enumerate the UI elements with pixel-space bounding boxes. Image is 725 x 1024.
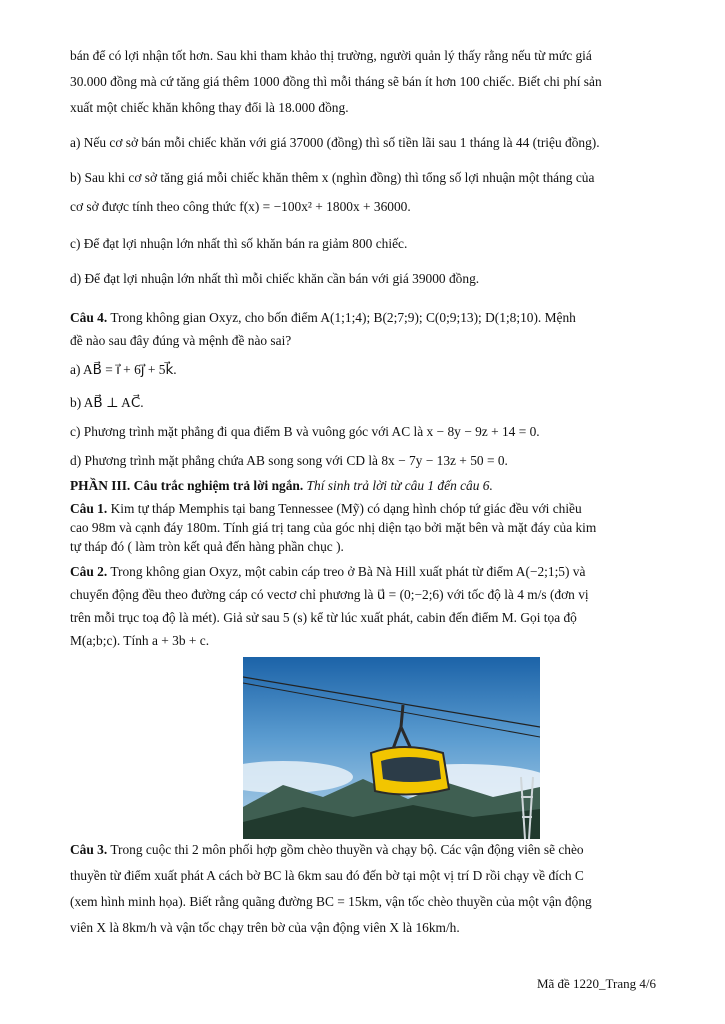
page-footer: Mã đề 1220_Trang 4/6 — [536, 976, 656, 991]
intro-line: xuất một chiếc khăn không thay đổi là 18.000 đồng. — [70, 100, 349, 115]
question-text: tự tháp đó ( làm tròn kết quả đến hàng phần chục ). — [70, 539, 344, 554]
intro-line: bán để có lợi nhận tốt hơn. Sau khi tham khảo thị trường, người quản lý thấy rằng nếu từ mức giá — [70, 48, 592, 63]
question-text: Trong cuộc thi 2 môn phối hợp gồm chèo thuyền và chạy bộ. Các vận động viên sẽ chèo — [107, 842, 584, 857]
page-content — [70, 44, 658, 652]
statement-c: c) Phương trình mặt phẳng đi qua điểm B và vuông góc với AC là x − 8y − 9z + 14 = 0. — [70, 424, 540, 439]
question-text: Trong không gian Oxyz, cho bốn điểm A(1;1;4); B(2;7;9); C(0;9;13); D(1;8;10). Mệnh — [107, 310, 576, 325]
statement-d: d) Phương trình mặt phẳng chứa AB song song với CD là 8x − 7y − 13z + 50 = 0. — [70, 453, 508, 468]
statement-c: c) Để đạt lợi nhuận lớn nhất thì số khăn bán ra giảm 800 chiếc. — [70, 236, 408, 251]
statement-b-cont: cơ sở được tính theo công thức f(x) = −100x² + 1800x + 36000. — [70, 199, 411, 214]
question-text: chuyển động đều theo đường cáp có vectơ chỉ phương là u⃗ = (0;−2;6) với tốc độ là 4 m/s (đơn vị — [70, 587, 589, 602]
question-1 — [70, 499, 658, 518]
question-3 — [70, 838, 658, 861]
question-text: viên X là 8km/h và vận tốc chạy trên bờ của vận động viên X là 16km/h. — [70, 920, 460, 935]
question-text: M(a;b;c). Tính a + 3b + c. — [70, 633, 210, 648]
question-label: Câu 4. — [70, 310, 108, 325]
part-heading — [70, 474, 658, 497]
part-note: Thí sinh trả lời từ câu 1 đến câu 6. — [303, 478, 493, 493]
question-text: thuyền từ điểm xuất phát A cách bờ BC là 6km sau đó đến bờ tại một vị trí D rồi chạy về đích C — [70, 868, 584, 883]
cabin-window — [381, 757, 441, 782]
question-4 — [70, 306, 658, 329]
statement-b: b) AB⃗ ⊥ AC⃗. — [70, 395, 144, 410]
statement-b: b) Sau khi cơ sở tăng giá mỗi chiếc khăn thêm x (nghìn đồng) thì tổng số lợi nhuận một tháng của — [70, 170, 595, 185]
question-3-block — [70, 838, 658, 939]
question-label: Câu 3. — [70, 842, 108, 857]
question-text: Trong không gian Oxyz, một cabin cáp treo ở Bà Nà Hill xuất phát từ điểm A(−2;1;5) và — [107, 564, 586, 579]
question-label: Câu 1. — [70, 501, 108, 516]
intro-line: 30.000 đồng mà cứ tăng giá thêm 1000 đồng thì mỗi tháng sẽ bán ít hơn 100 chiếc. Biết chi phí sản — [70, 74, 602, 89]
statement-a: a) Nếu cơ sở bán mỗi chiếc khăn với giá 37000 (đồng) thì số tiền lãi sau 1 tháng là 44 (triệu đồng). — [70, 135, 600, 150]
statement-d: d) Để đạt lợi nhuận lớn nhất thì mỗi chiếc khăn cần bán với giá 39000 đồng. — [70, 271, 480, 286]
statement-a: a) AB⃗ = i⃗ + 6j⃗ + 5k⃗. — [70, 362, 177, 377]
question-text: Kim tự tháp Memphis tại bang Tennessee (Mỹ) có dạng hình chóp tứ giác đều với chiều — [107, 501, 582, 516]
cable-car-photo — [243, 657, 540, 839]
question-label: Câu 2. — [70, 564, 108, 579]
question-text: trên mỗi trục toạ độ là mét). Giả sử sau 5 (s) kể từ lúc xuất phát, cabin đến điểm M. Gọi tọa độ — [70, 610, 577, 625]
part-title: PHẦN III. Câu trắc nghiệm trả lời ngắn. — [70, 478, 304, 493]
question-text: đề nào sau đây đúng và mệnh đề nào sai? — [70, 333, 292, 348]
question-text: (xem hình minh họa). Biết rằng quãng đường BC = 15km, vận tốc chèo thuyền của một vận động — [70, 894, 592, 909]
question-text: cao 98m và cạnh đáy 180m. Tính giá trị tang của góc nhị diện tạo bởi mặt bên và mặt đáy của kim — [70, 520, 597, 535]
question-2 — [70, 560, 658, 583]
